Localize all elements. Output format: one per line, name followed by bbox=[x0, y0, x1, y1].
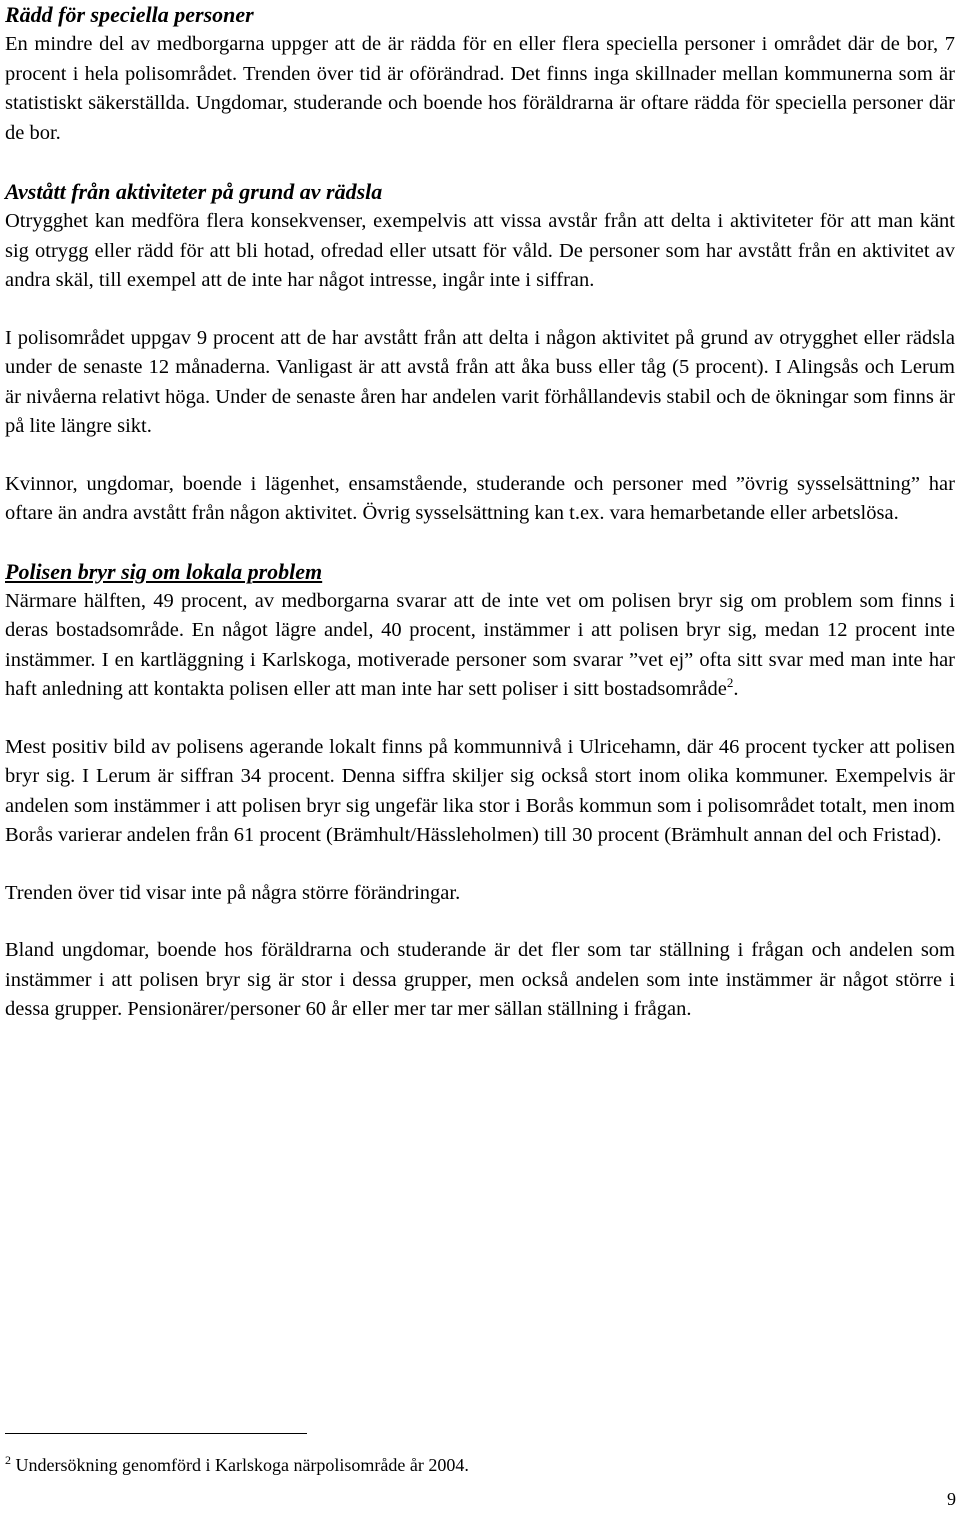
section-heading-avstatt: Avstått från aktiviteter på grund av rädsla bbox=[5, 179, 383, 204]
paragraph-polisen-1-text: Närmare hälften, 49 procent, av medborgarna svarar att de inte vet om polisen bryr sig om problem som finns i deras bostadsområde. En något lägre andel, 40 procent, instämmer i att polisen bryr sig, medan 12 procent inte instämmer. I en kartläggning i Karlskoga, motiverade personer som svarar ”vet ej” ofta sitt svar med man inte har haft anledning att kontakta polisen eller att man inte har sett poliser i sitt bostadsområde bbox=[5, 589, 955, 700]
paragraph-avstatt-3: Kvinnor, ungdomar, boende i lägenhet, ensamstående, studerande och personer med ”övrig sysselsättning” har oftare än andra avstått från någon aktivitet. Övrig sysselsättning kan t.ex. vara hemarbetande eller arbetslösa. bbox=[5, 472, 955, 524]
paragraph-polisen-2: Mest positiv bild av polisens agerande lokalt finns på kommunnivå i Ulricehamn, där 46 procent tycker att polisen bryr sig. I Lerum är siffran 34 procent. Denna siffra skiljer sig också stort inom olika kommuner. Exempelvis är andelen som instämmer i att polisen bryr sig ungefär lika stor i Borås kommun som i polisområdet totalt, men inom Borås varierar andelen från 61 procent (Brämhult/Hässleholmen) till 30 procent (Brämhult annan del och Fristad). bbox=[5, 735, 955, 846]
page-number: 9 bbox=[947, 1489, 956, 1509]
footnote-separator bbox=[5, 1433, 307, 1434]
paragraph-avstatt-2: I polisområdet uppgav 9 procent att de har avstått från att delta i någon aktivitet på grund av otrygghet eller rädsla under de senaste 12 månaderna. Vanligast är att avstå från att åka buss eller tåg (5 procent). I Alingsås och Lerum är nivåerna relativt höga. Under de senaste åren har andelen varit förhållandevis stabil och de ökningar som finns är på lite längre sikt. bbox=[5, 326, 955, 437]
paragraph-polisen-3: Trenden över tid visar inte på några större förändringar. bbox=[5, 881, 461, 904]
section-heading-polisen: Polisen bryr sig om lokala problem bbox=[5, 558, 323, 584]
paragraph-avstatt-1: Otrygghet kan medföra flera konsekvenser, exempelvis att vissa avstår från att delta i aktiviteter för att man känt sig otrygg eller rädd för att bli hotad, ofredad eller utsatt för våld. De personer som har avstått från en aktivitet av andra skäl, till exempel att de inte har något intresse, ingår inte i siffran. bbox=[5, 210, 955, 291]
section-heading-radd: Rädd för speciella personer bbox=[5, 2, 254, 27]
footnote bbox=[5, 1454, 469, 1476]
footnote-number: 2 bbox=[5, 1453, 11, 1467]
footnote-reference: 2 bbox=[726, 675, 734, 691]
paragraph-polisen-4: Bland ungdomar, boende hos föräldrarna och studerande är det fler som tar ställning i frågan och andelen som instämmer i att polisen bryr sig är stor i dessa grupper, men också andelen som inte instämmer är något större i dessa grupper. Pensionärer/personer 60 år eller mer tar mer sällan ställning i frågan. bbox=[5, 939, 955, 1020]
document-page bbox=[5, 0, 955, 1025]
paragraph-radd-1: En mindre del av medborgarna uppger att de är rädda för en eller flera speciella personer i området där de bor, 7 procent i hela polisområdet. Trenden över tid är oförändrad. Det finns inga skillnader mellan kommunerna som är statistiskt säkerställda. Ungdomar, studerande och boende hos föräldrarna är oftare rädda för speciella personer där de bor. bbox=[5, 33, 955, 144]
paragraph-polisen-1 bbox=[5, 587, 955, 705]
footnote-text: Undersökning genomförd i Karlskoga närpolisområde år 2004. bbox=[11, 1455, 469, 1475]
paragraph-polisen-1-end: . bbox=[733, 678, 739, 700]
